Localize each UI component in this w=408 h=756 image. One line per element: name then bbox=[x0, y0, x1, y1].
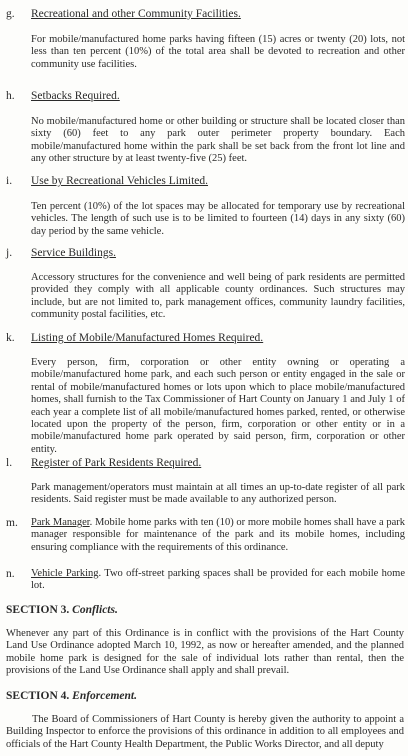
section-3-label: SECTION 3. bbox=[6, 604, 70, 616]
section-g bbox=[0, 7, 408, 70]
section-title: Recreational and other Community Facilities. bbox=[31, 8, 241, 20]
section-text: Every person, firm, corporation or other entity owning or operating a mobile/manufactured home park, and each such person or entity engaged in the sale or rental of mobile/manufactured homes or lots upon which to place mobile/manufactured homes, shall furnish to the Tax Commissioner of Hart County on January 1 and July 1 of each year a complete list of all mobile/manufactured homes parked, rented, or otherwise located upon the property of the person, firm, corporation or other entity or in a mobile/manufactured home park operated by said person, firm, corporation or other entity. bbox=[31, 357, 405, 455]
section-body: . Mobile home parks with ten (10) or more mobile homes shall have a park manager responsible for maintenance of the park and its mobile homes, including ensuring compliance with the requirements of this ordinance. bbox=[31, 517, 405, 553]
section-l bbox=[0, 456, 408, 506]
section-4-name: Enforcement. bbox=[72, 690, 138, 702]
section-3-text: Whenever any part of this Ordinance is in conflict with the provisions of the Hart County Land Use Ordinance adopted March 10, 1992, as now or hereafter amended, and the planned mobile home park is designed for the sale of individual lots rather than rental, then the provisions of the Land Use Ordinance shall apply and shall prevail. bbox=[6, 628, 404, 677]
section-title: Use by Recreational Vehicles Limited. bbox=[31, 175, 209, 187]
section-title: Service Buildings. bbox=[31, 247, 116, 259]
section-body: . Two off-street parking spaces shall be provided for each mobile home lot. bbox=[31, 568, 405, 592]
section-4-label: SECTION 4. bbox=[6, 690, 70, 702]
section-k bbox=[0, 331, 408, 455]
section-letter: g. bbox=[6, 8, 15, 20]
section-text bbox=[31, 568, 405, 593]
section-letter: l. bbox=[6, 457, 13, 469]
section-4-heading bbox=[6, 689, 137, 703]
section-title: Register of Park Residents Required. bbox=[31, 457, 202, 469]
section-text: Accessory structures for the convenience and well being of park residents are permitted provided they comply with all applicable county ordinances. Such structures may include, but are not limited to, park management offices, community laundry facilities, community postal facilities, etc. bbox=[31, 272, 405, 321]
section-text: For mobile/manufactured home parks having fifteen (15) acres or twenty (20) lots, not less than ten percent (10%) of the total area shall be devoted to recreation and other community use facilities. bbox=[31, 34, 405, 70]
section-letter: k. bbox=[6, 332, 15, 344]
section-letter: h. bbox=[6, 90, 15, 102]
section-i bbox=[0, 174, 408, 237]
section-3-name: Conflicts. bbox=[72, 604, 118, 616]
section-text bbox=[31, 517, 405, 554]
section-letter: m. bbox=[6, 517, 18, 529]
section-letter: j. bbox=[6, 247, 13, 259]
section-3-heading bbox=[6, 603, 118, 617]
section-text: No mobile/manufactured home or other building or structure shall be located closer than sixty (60) feet to any park outer perimeter property boundary. Each mobile/manufactured home within the park shall be set back from the front lot line and any other structure by at least twenty-five (25) feet. bbox=[31, 116, 405, 165]
section-title: Setbacks Required. bbox=[31, 90, 120, 102]
section-title: Vehicle Parking bbox=[31, 568, 99, 579]
section-j bbox=[0, 246, 408, 321]
section-h bbox=[0, 89, 408, 165]
section-text: Park management/operators must maintain at all times an up-to-date register of all park residents. Said register must be made available to any authorized person. bbox=[31, 482, 405, 506]
section-letter: i. bbox=[6, 175, 13, 187]
section-text: Ten percent (10%) of the lot spaces may be allocated for temporary use by recreational vehicles. The length of such use is to be limited to fourteen (14) days in any sixty (60) day period by the same vehicle. bbox=[31, 201, 405, 237]
section-title: Listing of Mobile/Manufactured Homes Required. bbox=[31, 332, 264, 344]
section-title: Park Manager bbox=[31, 517, 90, 528]
section-4-body: The Board of Commissioners of Hart County is hereby given the authority to appoint a Building Inspector to enforce the provisions of this ordinance in addition to all employees and officials of the Hart County Health Department, the Public Works Director, and all deputy bbox=[6, 714, 404, 750]
section-letter: n. bbox=[6, 568, 15, 580]
section-4-text bbox=[6, 714, 404, 751]
